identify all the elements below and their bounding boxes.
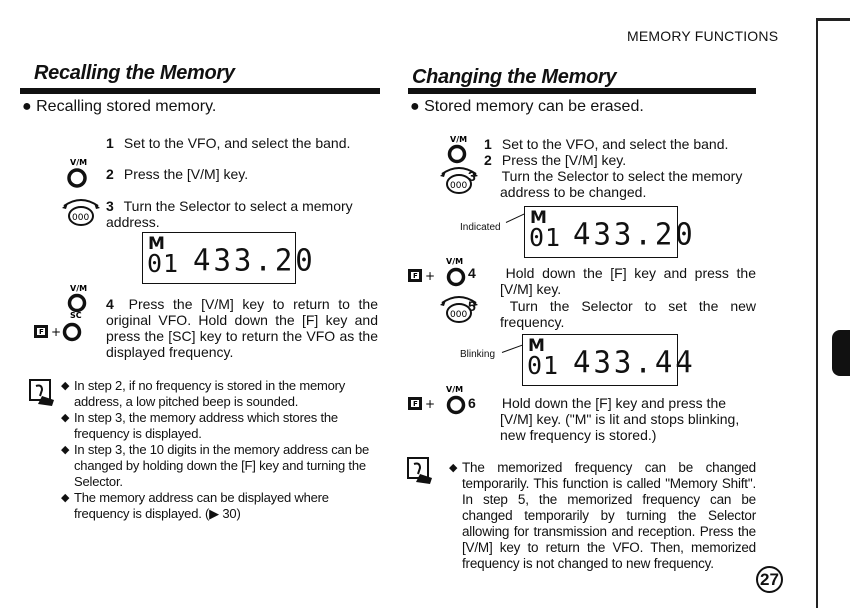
step-number: 6	[468, 395, 476, 411]
step-number: 2	[106, 166, 114, 182]
plus-sign: +	[425, 397, 436, 411]
step-text: Press the [V/M] key to return to the original VFO. Hold down the [F] key and press the [SC] key to return the VFO as the displayed frequency.	[106, 296, 378, 360]
left-notes	[74, 378, 376, 522]
step-text: Set to the VFO, and select the band.	[123, 135, 351, 151]
right-intro-text: Stored memory can be erased.	[424, 98, 644, 115]
f-key-sc-dial-icon	[32, 310, 96, 344]
blinking-callout: Blinking	[460, 349, 496, 360]
step-text: Turn the Selector to select a memory address.	[106, 198, 353, 230]
step-text: Hold down the [F] key and press the [V/M] key.	[500, 265, 756, 297]
f-key-label: F	[39, 328, 44, 336]
step-number: 1	[106, 135, 114, 151]
step-number: 3	[106, 198, 114, 214]
step-number: 5	[468, 298, 476, 314]
step-text: Press the [V/M] key.	[123, 166, 249, 182]
right-intro	[410, 98, 644, 116]
selector-icon	[60, 196, 102, 228]
step-text: Hold down the [F] key and press the [V/M] key. ("M" is lit and stops blinking, new frequency is stored.)	[500, 395, 740, 443]
page-edge-top	[816, 18, 850, 21]
f-key-vm-dial-icon	[406, 384, 470, 418]
note-item: ◆ In step 2, if no frequency is stored in the memory address, a low pitched beep is sounded.	[74, 378, 376, 410]
right-notes	[462, 460, 756, 572]
step-text: Press the [V/M] key.	[501, 152, 627, 168]
section-tab	[832, 330, 850, 376]
vm-label: V/M	[450, 135, 468, 144]
memory-channel: 01	[147, 249, 180, 278]
right-section-title: Changing the Memory	[412, 66, 617, 88]
svg-text:000: 000	[72, 213, 90, 223]
page-edge-line	[816, 18, 818, 608]
right-step-5	[468, 298, 756, 330]
indicated-callout: Indicated	[460, 222, 501, 233]
left-step-1	[106, 135, 376, 151]
memory-channel: 01	[527, 351, 560, 380]
vm-label: V/M	[70, 158, 88, 167]
lcd-display	[524, 206, 696, 258]
right-step-2	[484, 152, 756, 168]
left-title-rule	[20, 88, 380, 94]
left-intro	[22, 98, 216, 116]
display-frequency: 433.20	[573, 216, 696, 252]
vm-dial-icon	[444, 134, 472, 164]
lcd-display	[522, 334, 696, 386]
step-number: 3	[468, 168, 476, 184]
left-step-3	[106, 198, 376, 230]
vm-dial-icon	[64, 157, 92, 189]
bullet-icon: ●	[410, 98, 420, 115]
note-item: ◆ In step 3, the 10 digits in the memory address can be changed by holding down the [F] key and turning the Selector.	[74, 442, 376, 490]
f-key-label: F	[413, 272, 418, 280]
display-frequency: 433.20	[193, 242, 316, 278]
note-item: ◆ The memorized frequency can be changed temporarily. This function is called "Memory Shift". In step 5, the memorized frequency can be changed temporarily by turning the Selector allowing for transmission and reception. Press the [V/M] key to return the VFO. Then, memorized frequency is not changed to new frequency.	[462, 460, 756, 572]
lcd-display	[142, 232, 316, 284]
step-text: Turn the Selector to select the memory address to be changed.	[500, 168, 743, 200]
vm-label: V/M	[70, 284, 88, 293]
sc-label: SC	[70, 311, 82, 320]
right-step-3	[468, 168, 760, 200]
step-number: 4	[106, 296, 114, 312]
memory-channel: 01	[529, 223, 562, 252]
left-section-title: Recalling the Memory	[34, 62, 235, 84]
memory-indicator: M	[530, 208, 547, 228]
svg-text:000: 000	[450, 310, 468, 320]
svg-text:000: 000	[450, 181, 468, 191]
note-item: ◆ In step 3, the memory address which stores the frequency is displayed.	[74, 410, 376, 442]
plus-sign: +	[425, 269, 436, 283]
step-number: 1	[484, 136, 492, 152]
note-hand-icon	[406, 456, 436, 486]
step-text: Set to the VFO, and select the band.	[501, 136, 729, 152]
note-item: ◆ The memory address can be displayed where frequency is displayed. (▶ 30)	[74, 490, 376, 522]
memory-indicator: M	[148, 234, 165, 254]
note-hand-icon	[28, 378, 58, 408]
right-step-6	[468, 395, 756, 443]
vm-label: V/M	[446, 257, 464, 266]
left-step-2	[106, 166, 376, 182]
right-title-rule	[408, 88, 756, 94]
left-intro-text: Recalling stored memory.	[36, 98, 217, 115]
vm-dial-icon	[64, 283, 92, 313]
f-key-label: F	[413, 400, 418, 408]
memory-indicator: M	[528, 336, 545, 356]
right-step-4	[468, 265, 756, 297]
page-header: MEMORY FUNCTIONS	[627, 28, 779, 44]
step-number: 2	[484, 152, 492, 168]
right-step-1	[484, 136, 756, 152]
display-frequency: 433.44	[573, 344, 696, 380]
step-number: 4	[468, 265, 476, 281]
bullet-icon: ●	[22, 98, 32, 115]
f-key-vm-dial-icon	[406, 256, 470, 290]
left-step-4	[106, 296, 378, 360]
plus-sign: +	[51, 325, 62, 339]
step-text: Turn the Selector to set the new frequency.	[500, 298, 756, 330]
vm-label: V/M	[446, 385, 464, 394]
page-number: 27	[756, 566, 783, 593]
